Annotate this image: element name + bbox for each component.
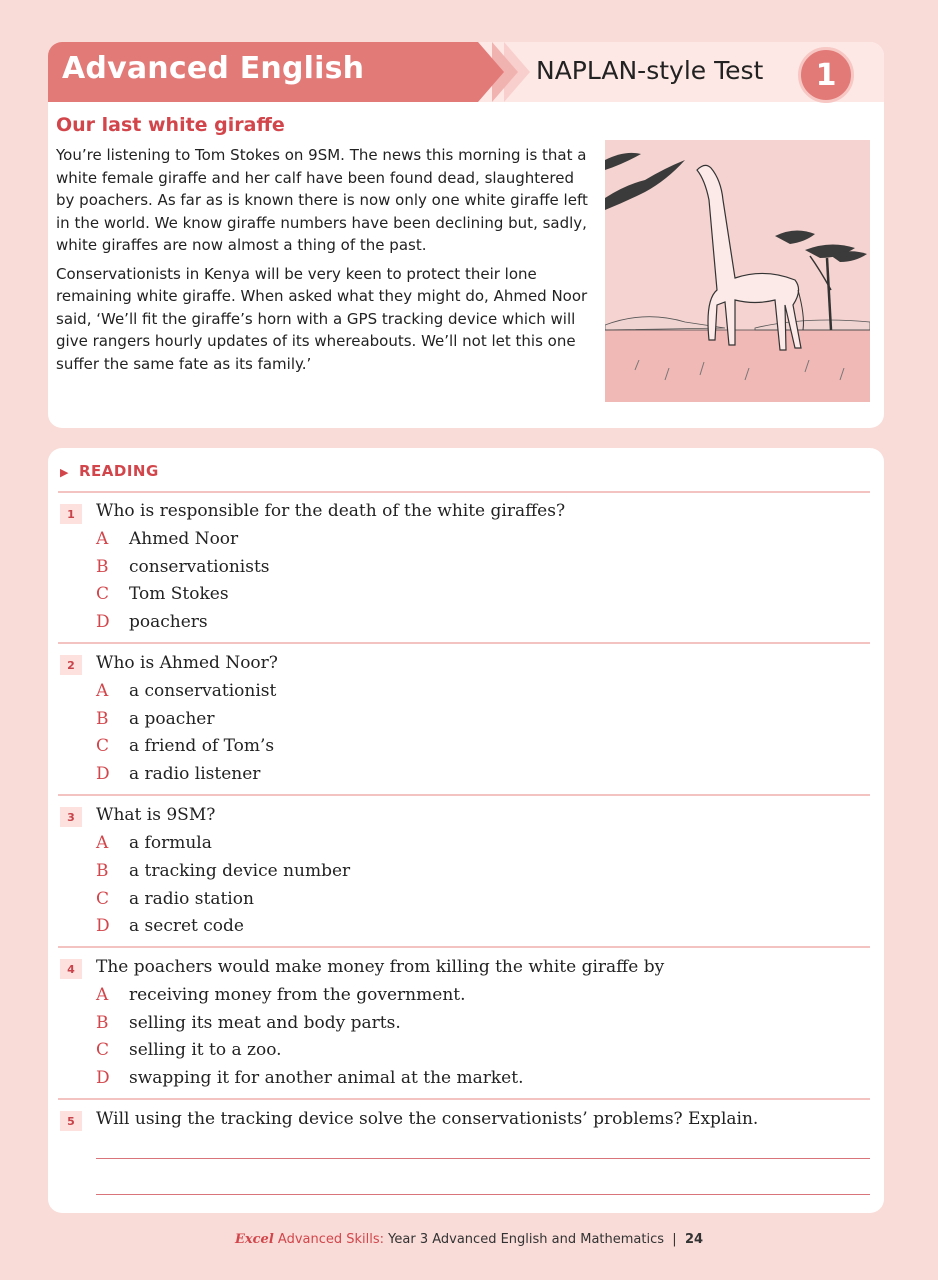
test-number-badge: 1 — [798, 47, 854, 103]
option-letter[interactable]: D — [96, 1068, 110, 1088]
option-letter[interactable]: C — [96, 1040, 110, 1060]
option-letter[interactable]: B — [96, 709, 109, 729]
question-text-2: Who is Ahmed Noor? — [96, 653, 278, 673]
question-text-5: Will using the tracking device solve the conservationists’ problems? Explain. — [96, 1109, 759, 1129]
option-text[interactable]: a conservationist — [129, 681, 277, 701]
option-text[interactable]: Ahmed Noor — [129, 529, 239, 549]
question-text-1: Who is responsible for the death of the white giraffes? — [96, 501, 566, 521]
answer-line-2[interactable] — [96, 1194, 870, 1195]
story-paragraph-1: You’re listening to Tom Stokes on 9SM. The news this morning is that a white female giraffe and her calf have been found dead, slaughtered by poachers. As far as is known there is now only one white giraffe left in the world. We know giraffe numbers have been declining but, sadly, white giraffes are now almost a thing of the past. — [56, 146, 588, 254]
footer-series: Advanced Skills: — [277, 1232, 385, 1247]
page-title: Advanced English — [62, 51, 365, 86]
answer-line-1[interactable] — [96, 1158, 870, 1159]
option-text[interactable]: poachers — [129, 612, 208, 632]
option-text[interactable]: selling its meat and body parts. — [129, 1013, 401, 1033]
option-text[interactable]: a radio station — [129, 889, 254, 909]
option-letter[interactable]: D — [96, 612, 110, 632]
footer-brand: Excel — [234, 1232, 274, 1247]
question-number-2: 2 — [60, 655, 82, 675]
story-card — [48, 42, 884, 428]
reading-section-label: READING — [78, 462, 159, 480]
option-letter[interactable]: A — [96, 529, 109, 549]
question-text-4: The poachers would make money from killing the white giraffe by — [96, 957, 665, 977]
questions-card — [48, 448, 884, 1213]
triangle-right-icon: ▶ — [60, 466, 69, 479]
question-text-3: What is 9SM? — [96, 805, 216, 825]
giraffe-illustration — [605, 140, 870, 402]
page-footer — [0, 1232, 938, 1247]
divider — [58, 946, 870, 948]
option-text[interactable]: a poacher — [129, 709, 215, 729]
footer-separator: | — [672, 1232, 677, 1247]
story-title: Our last white giraffe — [56, 114, 285, 136]
option-text[interactable]: selling it to a zoo. — [129, 1040, 282, 1060]
option-letter[interactable]: B — [96, 861, 109, 881]
option-letter[interactable]: B — [96, 1013, 109, 1033]
option-text[interactable]: conservationists — [129, 557, 270, 577]
option-letter[interactable]: A — [96, 681, 109, 701]
option-text[interactable]: a tracking device number — [129, 861, 351, 881]
option-text[interactable]: swapping it for another animal at the market. — [129, 1068, 524, 1088]
header-chevron-1 — [478, 42, 504, 102]
option-letter[interactable]: C — [96, 736, 110, 756]
story-paragraph-2: Conservationists in Kenya will be very keen to protect their lone remaining white giraffe. When asked what they might do, Ahmed Noor said, ‘We’ll fit the giraffe’s horn with a GPS tracking device which will give rangers hourly updates of its whereabouts. We’ll not let this one suffer the same fate as its family.’ — [56, 264, 588, 373]
question-number-1: 1 — [60, 504, 82, 524]
divider — [58, 794, 870, 796]
question-number-4: 4 — [60, 959, 82, 979]
option-text[interactable]: receiving money from the government. — [129, 985, 466, 1005]
option-text[interactable]: a friend of Tom’s — [129, 736, 275, 756]
question-number-3: 3 — [60, 807, 82, 827]
footer-book-title: Year 3 Advanced English and Mathematics — [388, 1232, 665, 1247]
question-number-5: 5 — [60, 1111, 82, 1131]
divider — [58, 1098, 870, 1100]
option-text[interactable]: a radio listener — [129, 764, 261, 784]
option-text[interactable]: Tom Stokes — [129, 584, 229, 604]
option-letter[interactable]: C — [96, 584, 110, 604]
page-number: 24 — [684, 1232, 704, 1247]
option-letter[interactable]: D — [96, 916, 110, 936]
option-text[interactable]: a formula — [129, 833, 212, 853]
option-letter[interactable]: A — [96, 985, 109, 1005]
option-letter[interactable]: A — [96, 833, 109, 853]
divider — [58, 642, 870, 644]
divider — [58, 491, 870, 493]
option-letter[interactable]: D — [96, 764, 110, 784]
test-label: NAPLAN-style Test — [536, 56, 764, 85]
story-text — [56, 144, 596, 381]
option-letter[interactable]: C — [96, 889, 110, 909]
option-letter[interactable]: B — [96, 557, 109, 577]
reading-section-header — [60, 462, 159, 480]
option-text[interactable]: a secret code — [129, 916, 244, 936]
